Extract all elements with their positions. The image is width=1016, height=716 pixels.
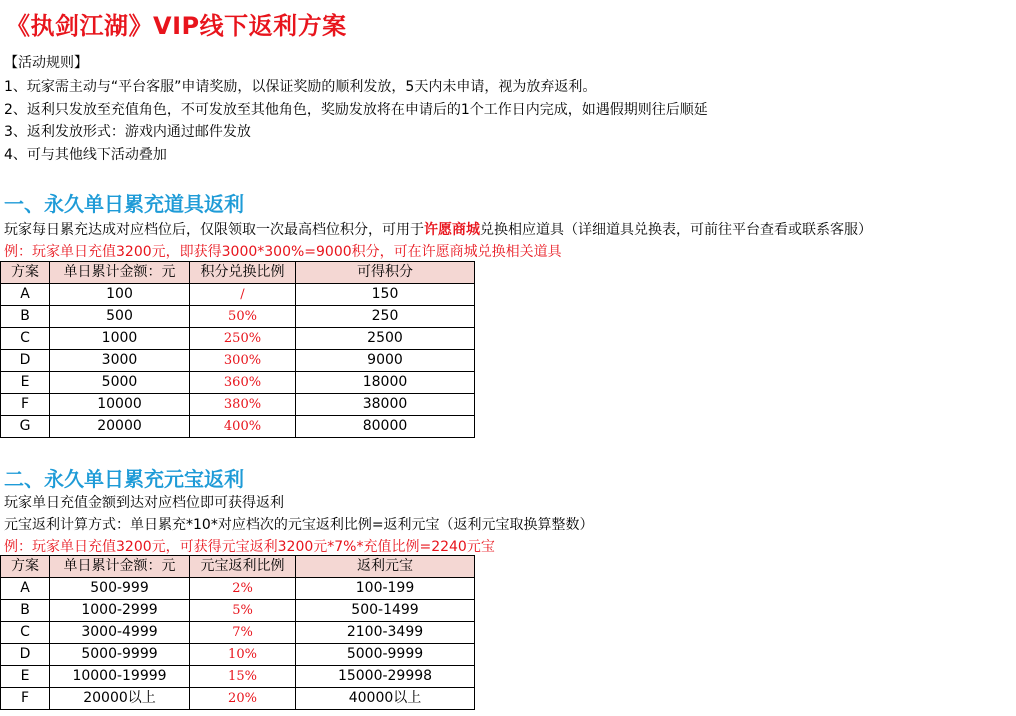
table-row — [1, 666, 475, 688]
ratio-cell: 250% — [190, 328, 296, 350]
plan-cell: B — [1, 306, 50, 328]
plan-cell: E — [1, 666, 50, 688]
ratio-cell: 300% — [190, 350, 296, 372]
table-row — [1, 284, 475, 306]
section1-desc-suffix: 兑换相应道具（详细道具兑换表，可前往平台查看或联系客服） — [480, 222, 872, 238]
ratio-cell: 5% — [190, 600, 296, 622]
section2-formula: 元宝返利计算方式：单日累充*10*对应档次的元宝返利比例=返利元宝（返利元宝取换算整数） — [4, 517, 594, 533]
ratio-cell: 7% — [190, 622, 296, 644]
table-header-row — [1, 556, 475, 578]
rule-item-2: 2、返利只发放至充值角色，不可发放至其他角色，奖励发放将在申请后的1个工作日内完成，如遇假期则往后顺延 — [4, 102, 708, 118]
table-row — [1, 350, 475, 372]
plan-cell: F — [1, 688, 50, 710]
points-cell: 9000 — [296, 350, 475, 372]
section2-heading: 二、永久单日累充元宝返利 — [4, 467, 244, 491]
yuanbao-cell: 500-1499 — [296, 600, 475, 622]
ratio-cell: 380% — [190, 394, 296, 416]
section1-description — [4, 219, 872, 239]
amount-cell: 10000 — [50, 394, 190, 416]
column-header: 单日累计金额：元 — [50, 556, 190, 578]
item-rebate-table — [0, 261, 475, 438]
column-header: 元宝返利比例 — [190, 556, 296, 578]
page-title: 《执剑江湖》VIP线下返利方案 — [6, 12, 347, 40]
table-row — [1, 372, 475, 394]
ratio-cell: 2% — [190, 578, 296, 600]
ratio-cell: 400% — [190, 416, 296, 438]
column-header: 积分兑换比例 — [190, 262, 296, 284]
amount-cell: 1000 — [50, 328, 190, 350]
plan-cell: G — [1, 416, 50, 438]
amount-cell: 100 — [50, 284, 190, 306]
plan-cell: E — [1, 372, 50, 394]
points-cell: 2500 — [296, 328, 475, 350]
table-header-row — [1, 262, 475, 284]
points-cell: 18000 — [296, 372, 475, 394]
yuanbao-rebate-table — [0, 555, 475, 710]
amount-cell: 3000 — [50, 350, 190, 372]
rule-item-3: 3、返利发放形式：游戏内通过邮件发放 — [4, 124, 251, 140]
section2-description: 玩家单日充值金额到达对应档位即可获得返利 — [4, 495, 284, 511]
table-row — [1, 600, 475, 622]
amount-cell: 10000-19999 — [50, 666, 190, 688]
amount-cell: 500 — [50, 306, 190, 328]
section1-desc-prefix: 玩家每日累充达成对应档位后，仅限领取一次最高档位积分，可用于 — [4, 222, 424, 238]
amount-cell: 20000 — [50, 416, 190, 438]
column-header: 可得积分 — [296, 262, 475, 284]
points-cell: 80000 — [296, 416, 475, 438]
table-row — [1, 328, 475, 350]
ratio-cell: 50% — [190, 306, 296, 328]
plan-cell: A — [1, 284, 50, 306]
ratio-cell: 15% — [190, 666, 296, 688]
plan-cell: C — [1, 622, 50, 644]
table-row — [1, 394, 475, 416]
yuanbao-cell: 100-199 — [296, 578, 475, 600]
table-row — [1, 688, 475, 710]
column-header: 单日累计金额：元 — [50, 262, 190, 284]
points-cell: 250 — [296, 306, 475, 328]
amount-cell: 5000 — [50, 372, 190, 394]
points-cell: 38000 — [296, 394, 475, 416]
plan-cell: B — [1, 600, 50, 622]
amount-cell: 3000-4999 — [50, 622, 190, 644]
rule-item-1: 1、玩家需主动与“平台客服”申请奖励，以保证奖励的顺利发放，5天内未申请，视为放弃返利。 — [4, 79, 597, 95]
plan-cell: F — [1, 394, 50, 416]
rules-heading: 【活动规则】 — [4, 55, 88, 71]
yuanbao-cell: 15000-29998 — [296, 666, 475, 688]
table-row — [1, 644, 475, 666]
column-header: 方案 — [1, 556, 50, 578]
points-cell: 150 — [296, 284, 475, 306]
column-header: 返利元宝 — [296, 556, 475, 578]
plan-cell: D — [1, 644, 50, 666]
ratio-cell: / — [190, 284, 296, 306]
table-row — [1, 578, 475, 600]
wish-shop-highlight: 许愿商城 — [424, 222, 480, 238]
ratio-cell: 20% — [190, 688, 296, 710]
plan-cell: D — [1, 350, 50, 372]
plan-cell: A — [1, 578, 50, 600]
plan-cell: C — [1, 328, 50, 350]
yuanbao-cell: 5000-9999 — [296, 644, 475, 666]
amount-cell: 1000-2999 — [50, 600, 190, 622]
rule-item-4: 4、可与其他线下活动叠加 — [4, 147, 167, 163]
column-header: 方案 — [1, 262, 50, 284]
table-row — [1, 306, 475, 328]
table-row — [1, 622, 475, 644]
ratio-cell: 10% — [190, 644, 296, 666]
section1-example: 例：玩家单日充值3200元，即获得3000*300%=9000积分，可在许愿商城兑换相关道具 — [4, 244, 562, 260]
section2-example: 例：玩家单日充值3200元，可获得元宝返利3200元*7%*充值比例=2240元宝 — [4, 539, 495, 555]
amount-cell: 5000-9999 — [50, 644, 190, 666]
section1-heading: 一、永久单日累充道具返利 — [4, 192, 244, 216]
amount-cell: 20000以上 — [50, 688, 190, 710]
table-row — [1, 416, 475, 438]
ratio-cell: 360% — [190, 372, 296, 394]
yuanbao-cell: 2100-3499 — [296, 622, 475, 644]
amount-cell: 500-999 — [50, 578, 190, 600]
yuanbao-cell: 40000以上 — [296, 688, 475, 710]
